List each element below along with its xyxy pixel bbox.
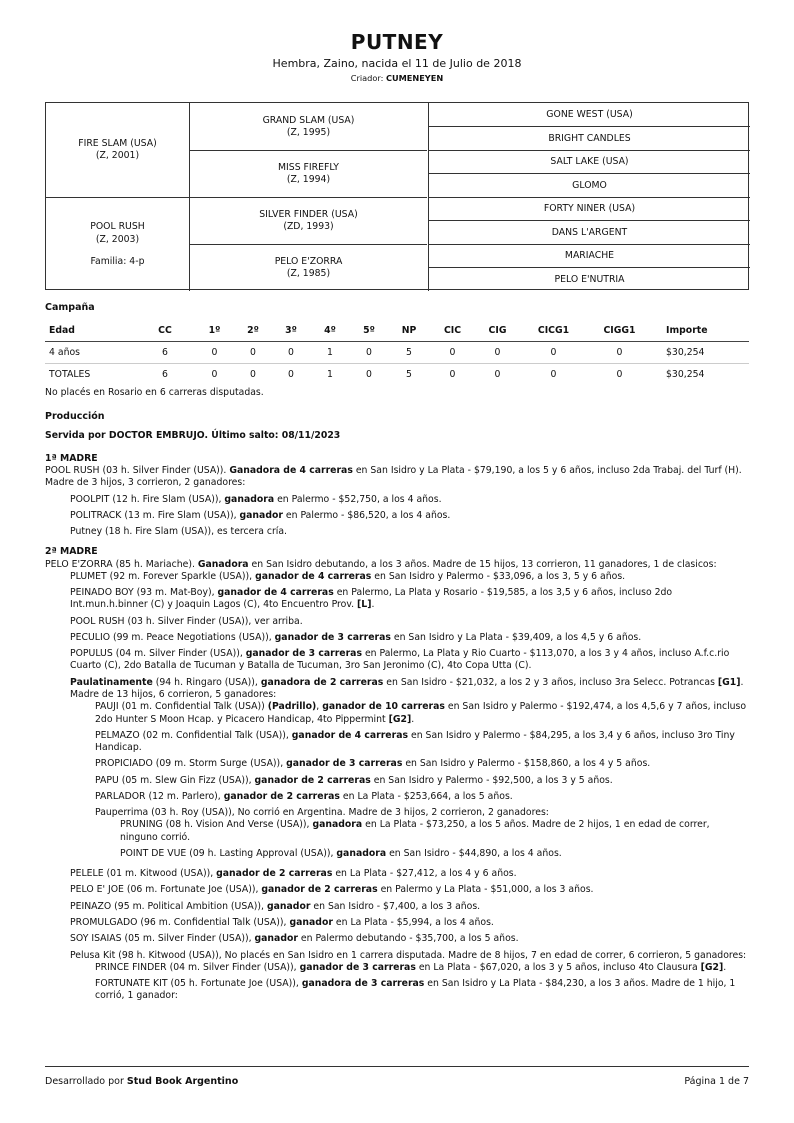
horse-subtitle: Hembra, Zaino, nacida el 11 de Julio de 2018	[272, 57, 522, 70]
footer-prefix: Desarrollado por	[45, 1076, 127, 1087]
text-bold: ganador de 4 carreras	[291, 729, 409, 741]
list-item	[45, 848, 749, 860]
text-run: PAUJI (01 m. Confidential Talk (USA))	[95, 701, 268, 713]
table-cell: 6	[162, 369, 168, 381]
table-cell: 0	[272, 342, 310, 364]
text-run: PECULIO (99 m. Peace Negotiations (USA)),	[70, 631, 275, 643]
table-cell: 0	[234, 342, 272, 364]
list-item	[45, 730, 749, 755]
text-bold: ganadora	[224, 493, 275, 505]
text-run: PROMULGADO (96 m. Confidential Talk (USA)),	[70, 916, 290, 928]
pedigree-g8: PELO E'NUTRIA	[428, 267, 750, 291]
ds-name: SILVER FINDER (USA)	[259, 209, 358, 221]
pedigree-g5: FORTY NINER (USA)	[428, 197, 750, 220]
pedigree-sire-sire	[189, 103, 427, 150]
text-run: PAPU (05 m. Slew Gin Fizz (USA)),	[95, 774, 255, 786]
table-cell: 0	[616, 369, 623, 381]
list-item	[45, 494, 749, 506]
text-run: en San Isidro - $7,400, a los 3 años.	[310, 900, 481, 912]
list-item	[45, 962, 749, 974]
col-cc: CC	[135, 321, 195, 342]
table-cell: 0	[550, 369, 557, 381]
text-run: .	[740, 676, 744, 688]
list-item	[45, 884, 749, 896]
text-run: en San Isidro debutando, a los 3 años. Madre de 15 hijos, 13 corrieron, 11 ganadores, 1 de clasicos:	[248, 558, 717, 570]
text-run: en San Isidro y Palermo - $84,295, a los 3,4 y 6 años, incluso 3ro Tiny Handicap.	[95, 729, 735, 754]
footer-credit	[45, 1076, 238, 1089]
campana-title: Campaña	[45, 302, 95, 314]
sire-detail: (Z, 2001)	[95, 150, 140, 162]
text-bold: [G1]	[717, 676, 741, 688]
col-2: 2º	[234, 321, 272, 342]
col-4: 4º	[310, 321, 350, 342]
table-cell: $30,254	[652, 342, 749, 364]
text-bold: ganador de 2 carreras	[254, 774, 371, 786]
servida-line: Servida por DOCTOR EMBRUJO. Último salto: 08/11/2023	[45, 430, 341, 442]
text-run: PELMAZO (02 m. Confidential Talk (USA)),	[95, 729, 292, 741]
text-run: PEINAZO (95 m. Political Ambition (USA)),	[70, 900, 267, 912]
dd-name: PELO E'ZORRA	[274, 256, 343, 268]
text-bold: ganador de 3 carreras	[286, 758, 403, 770]
text-bold: ganador de 2 carreras	[216, 868, 333, 880]
text-bold: Ganadora de 4 carreras	[229, 465, 353, 476]
ss-detail: (Z, 1995)	[286, 126, 331, 138]
sd-detail: (Z, 1994)	[286, 174, 331, 186]
list-item	[45, 632, 749, 644]
table-cell: 0	[250, 369, 256, 381]
text-run: en San Isidro y Palermo - $158,860, a los 4 y 5 años.	[402, 758, 651, 770]
table-cell: 0	[288, 369, 294, 381]
text-run: PRINCE FINDER (04 m. Silver Finder (USA)),	[95, 961, 300, 973]
text-run: POOLPIT (12 h. Fire Slam (USA)),	[70, 493, 225, 505]
list-item	[45, 901, 749, 913]
text-run: PELELE (01 m. Kitwood (USA)),	[70, 868, 217, 880]
pedigree-g3: SALT LAKE (USA)	[428, 150, 750, 173]
horse-name: PUTNEY	[350, 30, 444, 54]
produccion-title: Producción	[45, 410, 105, 422]
text-bold: ganador de 3 carreras	[274, 631, 391, 643]
table-row	[45, 342, 749, 364]
text-bold: ganador	[289, 916, 333, 928]
text-run: en Palermo, La Plata y Rio Cuarto - $113,070, a los 3 y 4 años, incluso A.f.c.rio Cuarto (C), 2do Batalla de Tucuman y Batalla de Tucuman, 3ro San Jeronimo (C), 4to Copa Utta (C).	[70, 648, 730, 672]
text-run: en San Isidro y La Plata - $84,230, a los 3 años. Madre de 1 hijo, 1 corrió, 1 ganador:	[95, 978, 736, 1002]
text-run: PLUMET (92 m. Forever Sparkle (USA)),	[70, 570, 256, 582]
text-run: en San Isidro - $21,032, a los 2 y 3 años, incluso 3ra Selecc. Potrancas	[383, 676, 718, 688]
text-run: POLITRACK (13 m. Fire Slam (USA)),	[70, 509, 240, 521]
table-cell: 5	[388, 342, 430, 364]
text-run: PEINADO BOY (93 m. Mat-Boy),	[70, 587, 218, 599]
text-run: en La Plata - $27,412, a los 4 y 6 años.	[332, 868, 517, 880]
text-run: (94 h. Ringaro (USA)),	[152, 676, 261, 688]
list-item	[45, 917, 749, 929]
dd-detail: (Z, 1985)	[286, 268, 331, 280]
text-run: FORTUNATE KIT (05 h. Fortunate Joe (USA)),	[95, 978, 302, 990]
text-run: en Palermo - $52,750, a los 4 años.	[274, 493, 442, 505]
text-run: en La Plata - $73,250, a los 5 años. Madre de 2 hijos, 1 en edad de correr, ninguno corrió.	[120, 819, 710, 843]
table-cell: 4 años	[45, 342, 135, 364]
text-run: PRUNING (08 h. Vision And Verse (USA)),	[120, 819, 313, 831]
text-run: en Palermo y La Plata - $51,000, a los 3 años.	[377, 884, 594, 896]
sire-name: FIRE SLAM (USA)	[78, 138, 157, 150]
table-cell: 0	[350, 342, 388, 364]
text-run: en La Plata - $5,994, a los 4 años.	[332, 916, 494, 928]
list-item: Pelusa Kit (98 h. Kitwood (USA)), No placés en San Isidro en 1 carrera disputada. Madre de 8 hijos, 7 en edad de correr, 6 corrieron, 5 ganadores:	[70, 949, 747, 961]
table-cell: 0	[366, 369, 372, 381]
text-run: en La Plata - $253,664, a los 5 años.	[339, 790, 513, 802]
list-item	[45, 933, 749, 945]
pedigree-dam-sire	[189, 197, 427, 244]
text-bold: Paulatinamente	[70, 676, 153, 688]
table-cell: $30,254	[666, 369, 705, 381]
familia-label: Familia: 4-p	[90, 255, 145, 267]
pedigree-g4: GLOMO	[428, 173, 750, 197]
list-item	[45, 819, 749, 844]
list-item	[45, 510, 749, 522]
text-run: .	[371, 599, 375, 611]
text-run: POOL RUSH (03 h. Silver Finder (USA)).	[45, 465, 230, 476]
pedigree-g7: MARIACHE	[428, 244, 750, 267]
list-item	[45, 648, 749, 673]
madre1-line	[45, 465, 749, 477]
madre1-title: 1ª MADRE	[45, 452, 98, 464]
text-run: en San Isidro y La Plata - $39,409, a los 4,5 y 6 años.	[390, 631, 642, 643]
text-bold: ganador de 10 carreras	[322, 701, 445, 713]
ss-name: GRAND SLAM (USA)	[262, 114, 355, 126]
text-run: PROPICIADO (09 m. Storm Surge (USA)),	[95, 758, 287, 770]
text-run: .	[723, 961, 727, 973]
text-bold: ganadora de 2 carreras	[260, 676, 384, 688]
list-item	[45, 571, 749, 583]
col-edad: Edad	[45, 321, 135, 342]
page-footer	[45, 1066, 749, 1089]
list-item: Madre de 13 hijos, 6 corrieron, 5 ganadores:	[70, 688, 277, 700]
pedigree-dam	[46, 197, 189, 291]
col-5: 5º	[350, 321, 388, 342]
text-bold: ganadora	[312, 819, 363, 831]
table-row-totals	[45, 364, 749, 386]
list-item	[45, 775, 749, 787]
table-cell: 1	[310, 342, 350, 364]
text-bold: [L]	[357, 599, 372, 611]
table-cell: 1	[327, 369, 333, 381]
list-item	[45, 978, 749, 1003]
pedigree-g2: BRIGHT CANDLES	[428, 126, 750, 150]
text-bold: ganador de 2 carreras	[223, 790, 340, 802]
pedigree-sire-dam	[189, 150, 427, 197]
text-bold: ganador de 3 carreras	[245, 648, 362, 660]
table-cell: 0	[587, 342, 652, 364]
breeder-line	[45, 73, 749, 84]
col-cicg1: CICG1	[520, 321, 587, 342]
text-bold: [G2]	[700, 961, 724, 973]
text-bold: ganador	[239, 509, 283, 521]
footer-brand: Stud Book Argentino	[126, 1076, 239, 1087]
text-run: en San Isidro y Palermo - $33,096, a los 3, 5 y 6 años.	[371, 570, 626, 582]
col-3: 3º	[272, 321, 310, 342]
text-run: ,	[316, 701, 323, 713]
col-cigg1: CIGG1	[587, 321, 652, 342]
document-page	[45, 30, 749, 1003]
list-item	[45, 587, 749, 612]
table-cell: TOTALES	[49, 369, 91, 381]
ds-detail: (ZD, 1993)	[283, 221, 334, 233]
madre2-line	[45, 559, 749, 571]
text-run: POINT DE VUE (09 h. Lasting Approval (USA)),	[120, 847, 337, 859]
table-cell: 0	[494, 369, 501, 381]
list-item: Pauperrima (03 h. Roy (USA)), No corrió en Argentina. Madre de 3 hijos, 2 corrieron, 2 ganadores:	[95, 807, 549, 819]
text-run: en San Isidro y La Plata - $79,190, a los 5 y 6 años, incluso 2da Trabaj. del Turf (H).	[352, 465, 742, 476]
pedigree-table	[45, 102, 749, 290]
text-run: .	[411, 713, 415, 725]
madre2-title: 2ª MADRE	[45, 546, 98, 558]
text-run: PELO E' JOE (06 m. Fortunate Joe (USA)),	[70, 884, 262, 896]
pedigree-sire	[46, 103, 189, 197]
col-cic: CIC	[430, 321, 475, 342]
text-bold: ganadora	[336, 847, 387, 859]
table-cell: 0	[211, 369, 218, 381]
list-item	[45, 758, 749, 770]
text-bold: ganador de 3 carreras	[299, 961, 416, 973]
dam-name: POOL RUSH	[90, 221, 145, 233]
list-item	[45, 791, 749, 803]
text-run: en Palermo debutando - $35,700, a los 5 años.	[297, 933, 519, 945]
campana-table	[45, 321, 749, 386]
col-1: 1º	[195, 321, 234, 342]
text-bold: ganador de 2 carreras	[261, 884, 378, 896]
list-item	[45, 701, 749, 726]
list-item	[45, 868, 749, 880]
breeder-label: Criador:	[350, 72, 386, 83]
breeder-name: CUMENEYEN	[385, 72, 444, 83]
campana-note: No placés en Rosario en 6 carreras disputadas.	[45, 386, 264, 398]
text-bold: ganador de 4 carreras	[217, 587, 334, 599]
list-item	[45, 677, 749, 689]
text-run: SOY ISAIAS (05 m. Silver Finder (USA)),	[70, 933, 255, 945]
table-cell: 5	[406, 369, 412, 381]
madre1-hijos: Madre de 3 hijos, 3 corrieron, 2 ganadores:	[45, 477, 246, 489]
page-number: Página 1 de 7	[684, 1076, 749, 1087]
table-cell: 0	[475, 342, 520, 364]
col-np: NP	[388, 321, 430, 342]
text-run: en La Plata - $67,020, a los 3 y 5 años, incluso 4to Clausura	[415, 961, 701, 973]
table-cell: 0	[449, 369, 456, 381]
col-importe: Importe	[652, 321, 749, 342]
text-run: PARLADOR (12 m. Parlero),	[95, 790, 224, 802]
sd-name: MISS FIREFLY	[278, 162, 339, 174]
text-run: en Palermo, La Plata y Rosario - $19,585, a los 3,5 y 6 años, incluso 2do Int.mun.h.binner (C) y Joaquin Lagos (C), 4to Encuentro Prov.	[70, 587, 673, 611]
table-cell: 0	[195, 342, 234, 364]
pedigree-g1: GONE WEST (USA)	[428, 103, 750, 126]
text-bold: ganador de 4 carreras	[255, 570, 372, 582]
pedigree-dam-dam	[189, 244, 427, 291]
table-cell: 0	[430, 342, 475, 364]
text-run: POPULUS (04 m. Silver Finder (USA)),	[70, 648, 246, 660]
text-run: en San Isidro y Palermo - $192,474, a los 4,5,6 y 7 años, incluso 2do Hunter S Moon Hcap. y Picacero Handicap, 4to Pippermint	[95, 701, 747, 725]
text-run: PELO E'ZORRA (85 h. Mariache).	[45, 558, 198, 570]
text-bold: Ganadora	[197, 558, 249, 570]
text-bold: ganador	[266, 900, 311, 912]
dam-detail: (Z, 2003)	[95, 233, 140, 245]
list-item: Putney (18 h. Fire Slam (USA)), es tercera cría.	[70, 526, 288, 538]
text-run: en Palermo - $86,520, a los 4 años.	[282, 509, 451, 521]
text-bold: ganadora de 3 carreras	[301, 978, 425, 990]
col-cig: CIG	[475, 321, 520, 342]
text-bold: ganador	[254, 933, 298, 945]
table-cell: 6	[135, 342, 195, 364]
table-cell: 0	[520, 342, 587, 364]
list-item: POOL RUSH (03 h. Silver Finder (USA)), ver arriba.	[70, 615, 303, 627]
text-run: en San Isidro - $44,890, a los 4 años.	[386, 847, 562, 859]
text-bold: (Padrillo)	[267, 701, 317, 713]
campana-header-row	[45, 321, 749, 342]
text-run: en San Isidro y Palermo - $92,500, a los 3 y 5 años.	[370, 774, 613, 786]
text-bold: [G2]	[388, 713, 412, 725]
pedigree-g6: DANS L'ARGENT	[428, 220, 750, 244]
